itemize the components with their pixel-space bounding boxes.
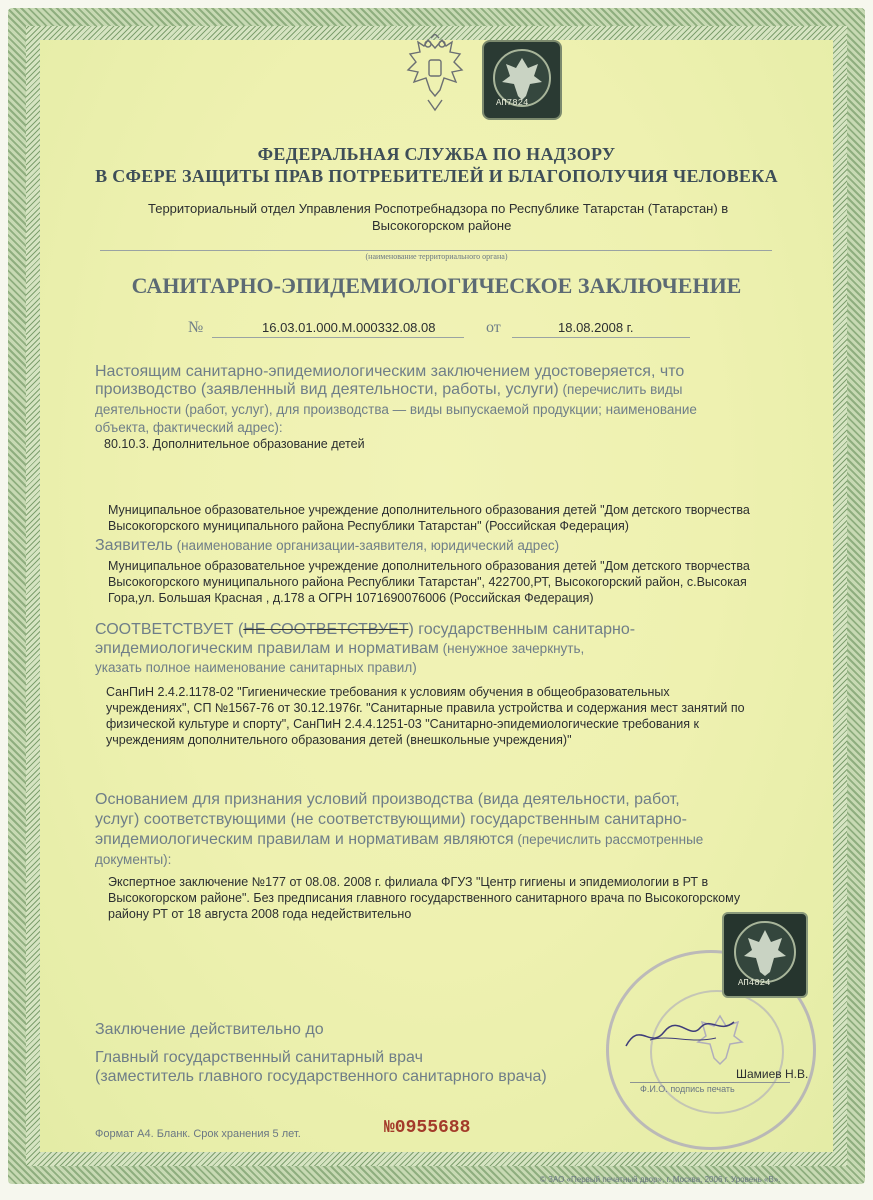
applicant-line3: Гора,ул. Большая Красная , д.178 а ОГРН 1071690076006 (Российская Федерация) — [108, 591, 594, 605]
basis-line3 — [95, 830, 703, 849]
compliance-line2-small: (ненужное зачеркнуть, — [438, 641, 585, 656]
compliance-line1-b: ) государственным санитарно- — [408, 621, 636, 638]
signature — [620, 1010, 740, 1060]
serial-number: №0955688 — [384, 1118, 471, 1138]
hologram-code: АП7824 — [496, 98, 529, 108]
certification-line2-main: производство (заявленный вид деятельности, работы, услуги) — [95, 381, 559, 398]
certification-line2 — [95, 380, 682, 399]
certification-line4: объекта, фактический адрес): — [95, 420, 283, 435]
hologram-seal — [482, 40, 562, 120]
coat-of-arms-icon — [404, 34, 466, 114]
basis-doc-line1: Экспертное заключение №177 от 08.08. 2008 г. филиала ФГУЗ "Центр гигиены и эпидемиологии в РТ в — [108, 875, 709, 889]
compliance-line2-main: эпидемиологическим правилам и нормативам — [95, 640, 439, 657]
basis-line2: услуг) соответствующими (не соответствующими) государственным санитарно- — [95, 811, 687, 828]
applicant-line1: Муниципальное образовательное учреждение дополнительного образования детей "Дом детского творчества — [108, 559, 750, 573]
rules-line1: СанПиН 2.4.2.1178-02 "Гигиенические требования к условиям обучения в общеобразовательных — [106, 685, 670, 699]
rules-line2: учреждениях", СП №1567-76 от 30.12.1976г. "Санитарные правила устройства и содержания мест занятий по — [106, 701, 745, 715]
document-title: САНИТАРНО-ЭПИДЕМИОЛОГИЧЕСКОЕ ЗАКЛЮЧЕНИЕ — [131, 273, 742, 298]
compliance-line3: указать полное наименование санитарных правил) — [95, 660, 417, 675]
chief-doctor-line2: (заместитель главного государственного санитарного врача) — [95, 1068, 547, 1085]
activity-code: 80.10.3. Дополнительное образование детей — [104, 437, 365, 451]
certification-line1: Настоящим санитарно-эпидемиологическим заключением удостоверяется, что — [95, 363, 685, 380]
document-date: 18.08.2008 г. — [558, 320, 634, 335]
certification-line2-small: (перечислить виды — [558, 382, 683, 397]
document-number: 16.03.01.000.М.000332.08.08 — [262, 320, 436, 335]
basis-doc-line3: району РТ от 18 августа 2008 года недействительно — [108, 907, 412, 921]
applicant-line2: Высокогорского муниципального района Республики Татарстан", 422700,РТ, Высокогорский район, с.Высокая — [108, 575, 747, 589]
service-title-line1: ФЕДЕРАЛЬНАЯ СЛУЖБА ПО НАДЗОРУ — [257, 144, 616, 164]
department-line2: Высокогорском районе — [372, 218, 512, 233]
not-compliant-strikethrough: НЕ СООТВЕТСТВУЕТ — [243, 621, 409, 638]
basis-line3-main: эпидемиологическим правилам и нормативам являются — [95, 831, 514, 848]
printer-note: © ЗАО «Первый печатный двор», г. Москва, 2006 г. Уровень «В». — [540, 1175, 781, 1184]
compliance-line1-a: СООТВЕТСТВУЕТ ( — [95, 621, 244, 638]
hologram-code-bottom: АП4824 — [738, 978, 771, 988]
number-label: № — [188, 319, 204, 336]
chief-doctor-line1: Главный государственный санитарный врач — [95, 1049, 423, 1066]
basis-doc-line2: Высокогорском районе". Без предписания главного государственного санитарного врача по Высокогорскому — [108, 891, 741, 905]
signer-caption: Ф.И.О. подпись печать — [640, 1084, 735, 1094]
compliance-line1 — [95, 620, 635, 639]
department-line1: Территориальный отдел Управления Роспотребнадзора по Республике Татарстан (Татарстан) в — [148, 201, 729, 216]
signer-name: Шамиев Н.В. — [736, 1067, 809, 1081]
hologram-seal-bottom — [722, 912, 808, 998]
valid-until-label: Заключение действительно до — [95, 1021, 324, 1038]
department-underline — [100, 250, 772, 251]
basis-line3-small: (перечислить рассмотренные — [513, 832, 704, 847]
rules-line3: физической культуре и спорту", СанПиН 2.4.4.1251-03 "Санитарно-эпидемиологические требования к — [106, 717, 699, 731]
object-line2: Высокогорского муниципального района Республики Татарстан" (Российская Федерация) — [108, 519, 629, 533]
compliance-line2 — [95, 639, 584, 658]
number-underline — [212, 337, 464, 338]
basis-line4: документы): — [95, 852, 172, 867]
rules-line4: учреждениям дополнительного образования детей (внешкольные учреждения)" — [106, 733, 572, 747]
service-title-line2: В СФЕРЕ ЗАЩИТЫ ПРАВ ПОТРЕБИТЕЛЕЙ И БЛАГОПОЛУЧИЯ ЧЕЛОВЕКА — [95, 166, 778, 186]
department-caption: (наименование территориального органа) — [365, 252, 508, 261]
format-note: Формат А4. Бланк. Срок хранения 5 лет. — [95, 1128, 301, 1140]
basis-line1: Основанием для признания условий производства (вида деятельности, работ, — [95, 791, 680, 808]
certification-line3: деятельности (работ, услуг), для производства — виды выпускаемой продукции; наименование — [95, 402, 697, 417]
applicant-label — [95, 536, 559, 555]
object-line1: Муниципальное образовательное учреждение дополнительного образования детей "Дом детского творчества — [108, 503, 750, 517]
date-from-label: от — [486, 319, 501, 336]
applicant-label-small: (наименование организации-заявителя, юридический адрес) — [172, 538, 560, 553]
signature-underline — [630, 1082, 790, 1083]
date-underline — [512, 337, 690, 338]
applicant-label-main: Заявитель — [95, 537, 173, 554]
